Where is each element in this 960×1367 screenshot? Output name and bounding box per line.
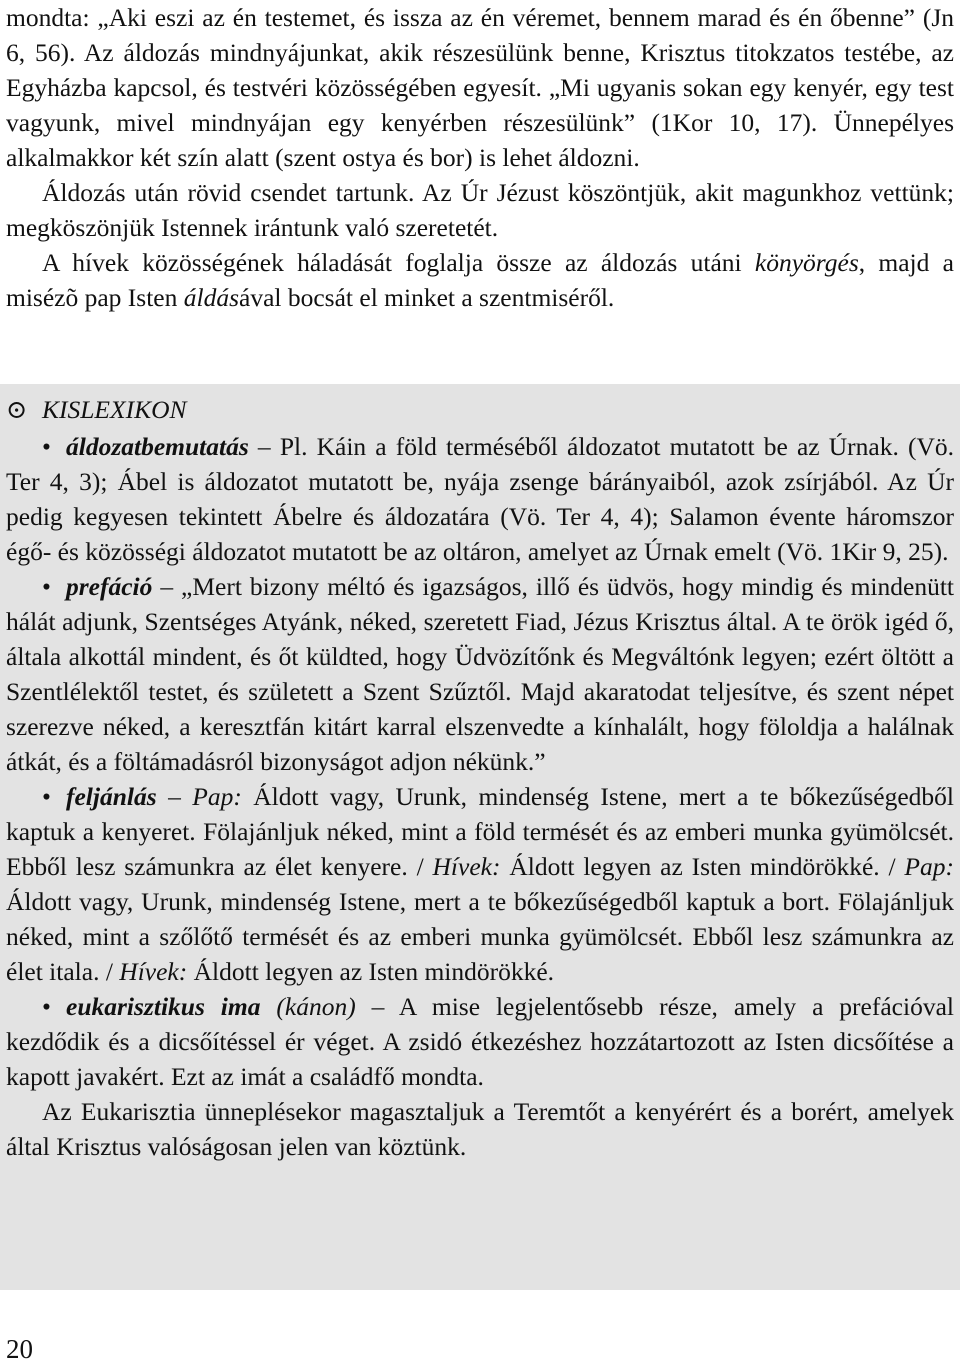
speaker-pap: Pap: xyxy=(192,782,242,811)
closing-text-c: , majd a misézõ pap Isten xyxy=(6,248,954,312)
circle-dot-icon: ⊙ xyxy=(6,395,28,424)
bullet-icon: • xyxy=(42,992,51,1021)
lexicon-title-row xyxy=(6,392,954,427)
entry-text: – „Mert bizony méltó és igazságos, illő és üdvös, hogy mindig és mindenütt hálát adjunk, Szentséges Atyánk, néked, szeretett Fiad, Jézus Krisztus által. A te örök igéd ő, általa alkottál mindent, és őt küldted, hogy Üdvözítőnk és Megváltónk legyen; ezért öltött a Szentlélektől testet, és született a Szent Szűztől. Majd akaratodat teljesítve, és szent népet szerezve néked, a keresztfán kitárt karral elszenvedte a kínhalált, hogy föloldja a halálnak átkát, és a föltámadásról bizonyságot adjon nékünk.” xyxy=(6,572,954,776)
lexicon-entry-eucharistic-prayer xyxy=(6,989,954,1094)
speaker-hivek: Hívek: xyxy=(119,957,188,986)
body-text xyxy=(6,0,954,315)
entry-term: áldozatbemutatás xyxy=(66,432,249,461)
page-number: 20 xyxy=(6,1334,33,1364)
lexicon-title: KISLEXIKON xyxy=(42,395,187,424)
entry-text-b: Áldott vagy, Urunk, mindenség Istene, mert a te bőkezűségedből kaptuk a kenyeret. Fölajánljuk néked, mint a föld termését és az emberi munka gyümölcsét. Ebből lesz számunkra az élet kenyere. / xyxy=(6,782,954,881)
bullet-icon: • xyxy=(42,572,51,601)
closing-text-a: A hívek közösségének háladását foglalja össze az áldozás utáni xyxy=(42,248,755,277)
paragraph-communion: mondta: „Aki eszi az én testemet, és issza az én véremet, bennem marad és én őbenne” (Jn 6, 56). Az áldozás mindnyájunkat, akik részesülünk benne, Krisztus titokzatos testébe, az Egyházba kapcsol, és testvéri közösségében egyesít. „Mi ugyanis sokan egy kenyér, egy test vagyunk, mivel mindnyájan egy kenyérben részesülünk” (1Kor 10, 17). Ünnepélyes alkalmakkor két szín alatt (szent ostya és bor) is lehet áldozni. xyxy=(6,3,954,172)
entry-term: prefáció xyxy=(66,572,153,601)
speaker-hivek: Hívek: xyxy=(432,852,501,881)
bullet-icon: • xyxy=(42,782,51,811)
entry-text-a: – xyxy=(156,782,193,811)
entry-term-paren: (kánon) xyxy=(260,992,356,1021)
bullet-icon: • xyxy=(42,432,51,461)
lexicon-content xyxy=(6,392,954,1164)
closing-text-d: áldás xyxy=(183,283,240,312)
entry-text-c: Áldott legyen az Isten mindörökké. / xyxy=(500,852,905,881)
paragraph-silence: Áldozás után rövid csendet tartunk. Az Úr Jézust köszöntjük, akit magunkhoz vettünk; megköszönjük Istennek irántunk való szeretetét. xyxy=(6,178,954,242)
lexicon-entry-offering xyxy=(6,779,954,989)
closing-text-e: ával bocsát el minket a szentmiséről. xyxy=(239,283,615,312)
closing-text-b: könyörgés xyxy=(754,248,859,277)
entry-term: eukarisztikus ima xyxy=(66,992,261,1021)
speaker-pap: Pap: xyxy=(904,852,954,881)
lexicon-entry-sacrifice xyxy=(6,429,954,569)
entry-text: – A mise legjelentősebb része, amely a prefációval kezdődik és a dicsőítéssel ér véget. A zsidó étkezéshez hozzátartozott az Isten dicsőítése a kapott javakért. Ezt az imát a családfő mondta. xyxy=(6,992,954,1091)
entry-text-e: Áldott legyen az Isten mindörökké. xyxy=(187,957,555,986)
lexicon-paragraph-eucharist: Az Eukarisztia ünneplésekor magasztaljuk a Teremtőt a kenyérért és a borért, amelyek által Krisztus valóságosan jelen van köztünk. xyxy=(6,1097,954,1161)
entry-text-d: Áldott vagy, Urunk, mindenség Istene, mert a te bőkezűségedből kaptuk a bort. Fölajánljuk néked, mint a szőlőtő termését és az emberi munka gyümölcsét. Ebből lesz számunkra az élet itala. / xyxy=(6,887,954,986)
entry-text: – Pl. Káin a föld terméséből áldozatot mutatott be az Úrnak. (Vö. Ter 4, 3); Ábel is áldozatot mutatott be, nyája zsenge bárányaiból, azok zsírjából. Az Úr pedig kegyesen tekintett Ábelre és áldozatára (Vö. Ter 4, 4); Salamon évente háromszor égő- és közösségi áldozatot mutatott be az oltáron, amelyet az Úrnak emelt (Vö. 1Kir 9, 25). xyxy=(6,432,954,566)
entry-term: feljánlás xyxy=(66,782,157,811)
paragraph-closing xyxy=(6,245,954,315)
lexicon-entry-preface xyxy=(6,569,954,779)
